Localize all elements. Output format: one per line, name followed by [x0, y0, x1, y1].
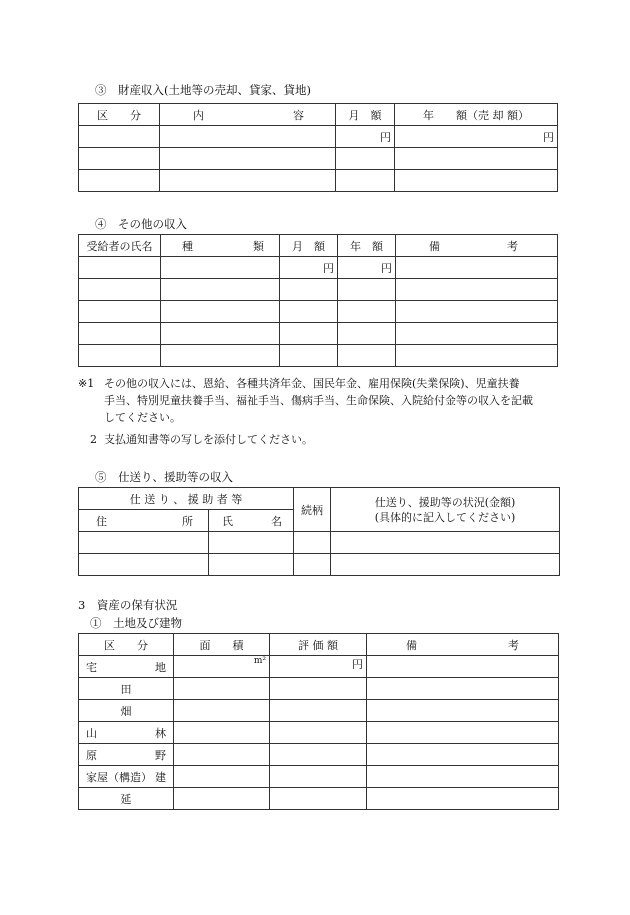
header-category: 区 分 — [79, 634, 174, 656]
header-remarks: 備 考 — [367, 634, 559, 656]
cell-input[interactable] — [367, 744, 559, 766]
cell-input[interactable] — [79, 301, 161, 323]
cell-input[interactable] — [367, 788, 559, 810]
cell-input[interactable] — [209, 554, 294, 576]
remittance-table — [78, 487, 560, 576]
row-label-house-building: 家屋（構造） 建 — [79, 766, 174, 788]
cell-input[interactable] — [396, 301, 558, 323]
header-relationship: 続柄 — [294, 488, 331, 532]
cell-input[interactable] — [79, 345, 161, 367]
cell-input[interactable] — [395, 170, 558, 192]
unit-area[interactable]: m² — [174, 656, 270, 678]
cell-input[interactable] — [338, 279, 396, 301]
cell-input[interactable] — [367, 678, 559, 700]
property-income-table — [78, 103, 558, 192]
cell-input[interactable] — [367, 656, 559, 678]
cell-input[interactable] — [338, 323, 396, 345]
header-annual: 年 額 — [338, 235, 396, 257]
unit-yen[interactable]: 円 — [280, 257, 338, 279]
header-address: 住 所 — [79, 510, 209, 532]
header-monthly: 月 額 — [280, 235, 338, 257]
header-category: 区 分 — [79, 104, 160, 126]
cell-input[interactable] — [367, 700, 559, 722]
note-1-line: その他の収入には、恩給、各種共済年金、国民年金、雇用保険(失業保険)、児童扶養 — [104, 377, 520, 390]
cell-input[interactable] — [161, 345, 280, 367]
cell-input[interactable] — [79, 170, 160, 192]
cell-input[interactable] — [367, 722, 559, 744]
cell-input[interactable] — [280, 345, 338, 367]
cell-input[interactable] — [161, 323, 280, 345]
cell-input[interactable] — [367, 766, 559, 788]
cell-input[interactable] — [396, 279, 558, 301]
land-building-table — [78, 633, 559, 810]
cell-input[interactable] — [161, 257, 280, 279]
cell-input[interactable] — [79, 532, 209, 554]
section-property-income-title: ③ 財産収入(土地等の売却、貸家、貸地) — [95, 83, 311, 97]
note-2-mark: 2 — [90, 433, 97, 446]
cell-input[interactable] — [396, 323, 558, 345]
cell-input[interactable] — [79, 148, 160, 170]
cell-input[interactable] — [294, 532, 331, 554]
cell-input[interactable] — [270, 722, 367, 744]
header-remarks: 備 考 — [396, 235, 558, 257]
cell-input[interactable] — [174, 700, 270, 722]
note-1-mark: ※1 — [78, 377, 95, 390]
header-recipient: 受給者の氏名 — [79, 235, 161, 257]
section-land-title: ① 土地及び建物 — [90, 616, 182, 630]
cell-input[interactable] — [174, 788, 270, 810]
cell-input[interactable] — [79, 257, 161, 279]
header-type: 種 類 — [161, 235, 280, 257]
cell-input[interactable] — [280, 301, 338, 323]
unit-yen[interactable]: 円 — [270, 656, 367, 678]
header-area: 面 積 — [174, 634, 270, 656]
cell-input[interactable] — [79, 323, 161, 345]
cell-input[interactable] — [174, 722, 270, 744]
cell-input[interactable] — [174, 678, 270, 700]
cell-input[interactable] — [79, 554, 209, 576]
cell-input[interactable] — [161, 279, 280, 301]
cell-input[interactable] — [280, 323, 338, 345]
cell-input[interactable] — [160, 148, 336, 170]
cell-input[interactable] — [294, 554, 331, 576]
unit-yen[interactable]: 円 — [395, 126, 558, 148]
row-label-forest: 山 林 — [79, 722, 174, 744]
header-remitter: 仕 送 り 、 援 助 者 等 — [79, 488, 294, 510]
note-1-line: してください。 — [104, 411, 181, 424]
header-annual: 年 額（売 却 額） — [395, 104, 558, 126]
cell-input[interactable] — [160, 126, 336, 148]
cell-input[interactable] — [270, 700, 367, 722]
header-value: 評 価 額 — [270, 634, 367, 656]
row-label-field: 畑 — [79, 700, 174, 722]
unit-yen[interactable]: 円 — [338, 257, 396, 279]
cell-input[interactable] — [336, 148, 395, 170]
cell-input[interactable] — [174, 744, 270, 766]
unit-yen[interactable]: 円 — [336, 126, 395, 148]
header-status: 仕送り、援助等の状況(金額) (具体的に記入してください) — [331, 488, 560, 532]
row-label-floor-area: 延 — [79, 788, 174, 810]
cell-input[interactable] — [280, 279, 338, 301]
section-assets-title: 3 資産の保有状況 — [78, 598, 178, 612]
cell-input[interactable] — [338, 301, 396, 323]
header-content: 内 容 — [160, 104, 336, 126]
row-label-paddy: 田 — [79, 678, 174, 700]
cell-input[interactable] — [396, 257, 558, 279]
cell-input[interactable] — [161, 301, 280, 323]
cell-input[interactable] — [160, 170, 336, 192]
cell-input[interactable] — [79, 126, 160, 148]
cell-input[interactable] — [79, 279, 161, 301]
note-1-line: 手当、特別児童扶養手当、福祉手当、傷病手当、生命保険、入院給付金等の収入を記載 — [104, 394, 533, 407]
header-name: 氏 名 — [209, 510, 294, 532]
note-2-text: 支払通知書等の写しを添付してください。 — [104, 433, 313, 446]
cell-input[interactable] — [270, 788, 367, 810]
cell-input[interactable] — [336, 170, 395, 192]
cell-input[interactable] — [331, 532, 560, 554]
cell-input[interactable] — [395, 148, 558, 170]
cell-input[interactable] — [174, 766, 270, 788]
cell-input[interactable] — [270, 744, 367, 766]
row-label-residential: 宅 地 — [79, 656, 174, 678]
note-1-text — [104, 375, 533, 426]
header-monthly: 月 額 — [336, 104, 395, 126]
note-1 — [78, 375, 94, 392]
row-label-wasteland: 原 野 — [79, 744, 174, 766]
section-other-income-title: ④ その他の収入 — [95, 217, 187, 231]
cell-input[interactable] — [338, 345, 396, 367]
cell-input[interactable] — [209, 532, 294, 554]
section-remittance-title: ⑤ 仕送り、援助等の収入 — [95, 470, 233, 484]
other-income-table — [78, 234, 558, 367]
cell-input[interactable] — [270, 678, 367, 700]
cell-input[interactable] — [396, 345, 558, 367]
cell-input[interactable] — [270, 766, 367, 788]
cell-input[interactable] — [331, 554, 560, 576]
